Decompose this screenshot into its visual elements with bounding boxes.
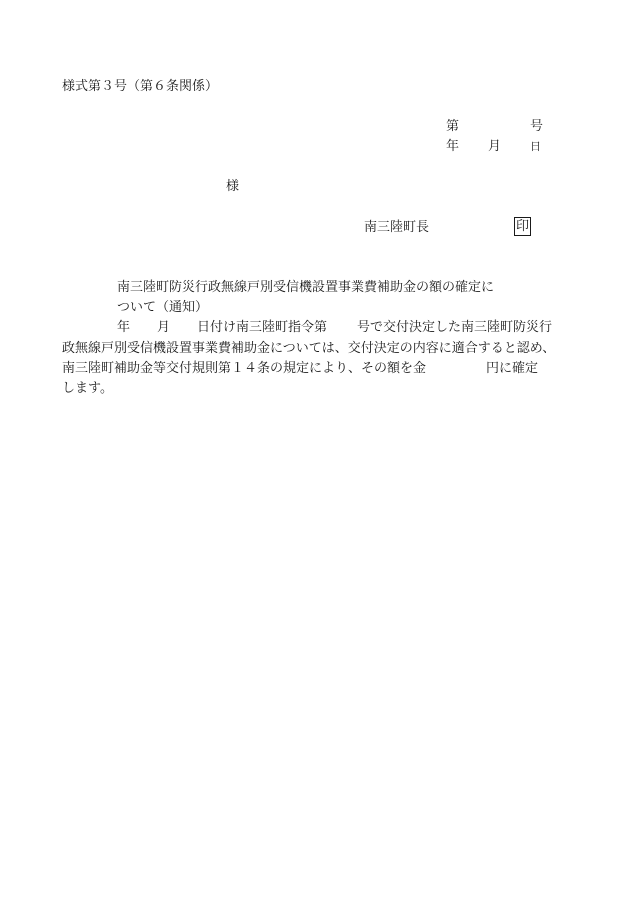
body-month: 月 — [157, 320, 171, 335]
body-line-4: します。 — [62, 381, 113, 396]
subject-line-1: 南三陸町防災行政無線戸別受信機設置事業費補助金の額の確定に — [117, 280, 495, 295]
body-line-2: 政無線戸別受信機設置事業費補助金については、交付決定の内容に適合すると認め、 — [62, 341, 556, 356]
date-month-label: 月 — [488, 139, 502, 154]
body-year: 年 — [117, 320, 131, 335]
document-number-prefix: 第 — [446, 119, 460, 134]
body-amount-suffix: 円に確定 — [486, 361, 539, 376]
addressee-honorific: 様 — [226, 179, 240, 194]
document-number-suffix: 号 — [530, 119, 544, 134]
body-decision-text: 号で交付決定した南三陸町防災行 — [357, 320, 553, 335]
date-day-label: 日 — [530, 140, 541, 153]
sender-title: 南三陸町長 — [364, 220, 430, 235]
body-line-1 — [62, 321, 582, 334]
form-number-label: 様式第３号（第６条関係） — [62, 79, 219, 94]
seal-mark: 印 — [516, 219, 530, 234]
body-regulation-text: 南三陸町補助金等交付規則第１４条の規定により、その額を金 — [62, 361, 427, 376]
body-line-3 — [62, 362, 582, 375]
date-year-label: 年 — [446, 139, 460, 154]
subject-line-2: ついて（通知） — [117, 300, 209, 315]
body-date-reference: 日付け南三陸町指令第 — [197, 320, 328, 335]
